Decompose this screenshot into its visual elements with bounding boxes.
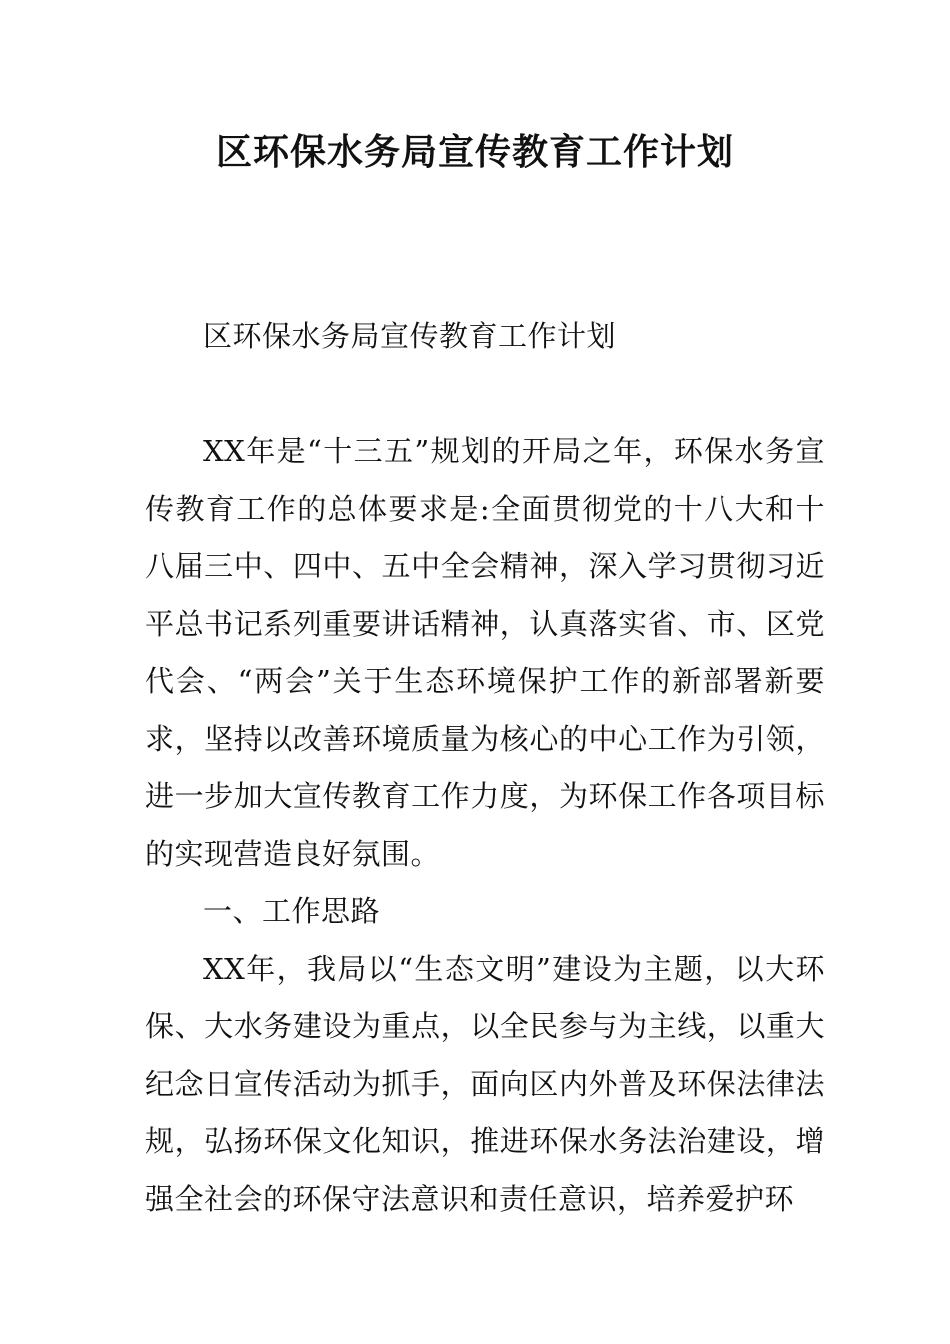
document-subheading: 区环保水务局宣传教育工作计划 [203,319,617,353]
paragraph-work-approach: XX年，我局以“生态文明”建设为主题，以大环保、大水务建设为重点，以全民参与为主线，以重大纪念日宣传活动为抓手，面向区内外普及环保法律法规，弘扬环保文化知识，推进环保水务法治建设，增强全社会的环保守法意识和责任意识，培养爱护环 [145,951,825,1216]
document-title: 区环保水务局宣传教育工作计划 [215,132,734,173]
section-heading-work-approach: 一、工作思路 [203,894,381,928]
blank-line [145,366,825,424]
document-body [145,308,825,1228]
paragraph-intro: XX年是“十三五”规划的开局之年，环保水务宣传教育工作的总体要求是:全面贯彻党的十八大和十八届三中、四中、五中全会精神，深入学习贯彻习近平总书记系列重要讲话精神，认真落实省、市、区党代会、“两会”关于生态环境保护工作的新部署新要求，坚持以改善环境质量为核心的中心工作为引领，进一步加大宣传教育工作力度，为环保工作各项目标的实现营造良好氛围。 [145,434,825,871]
